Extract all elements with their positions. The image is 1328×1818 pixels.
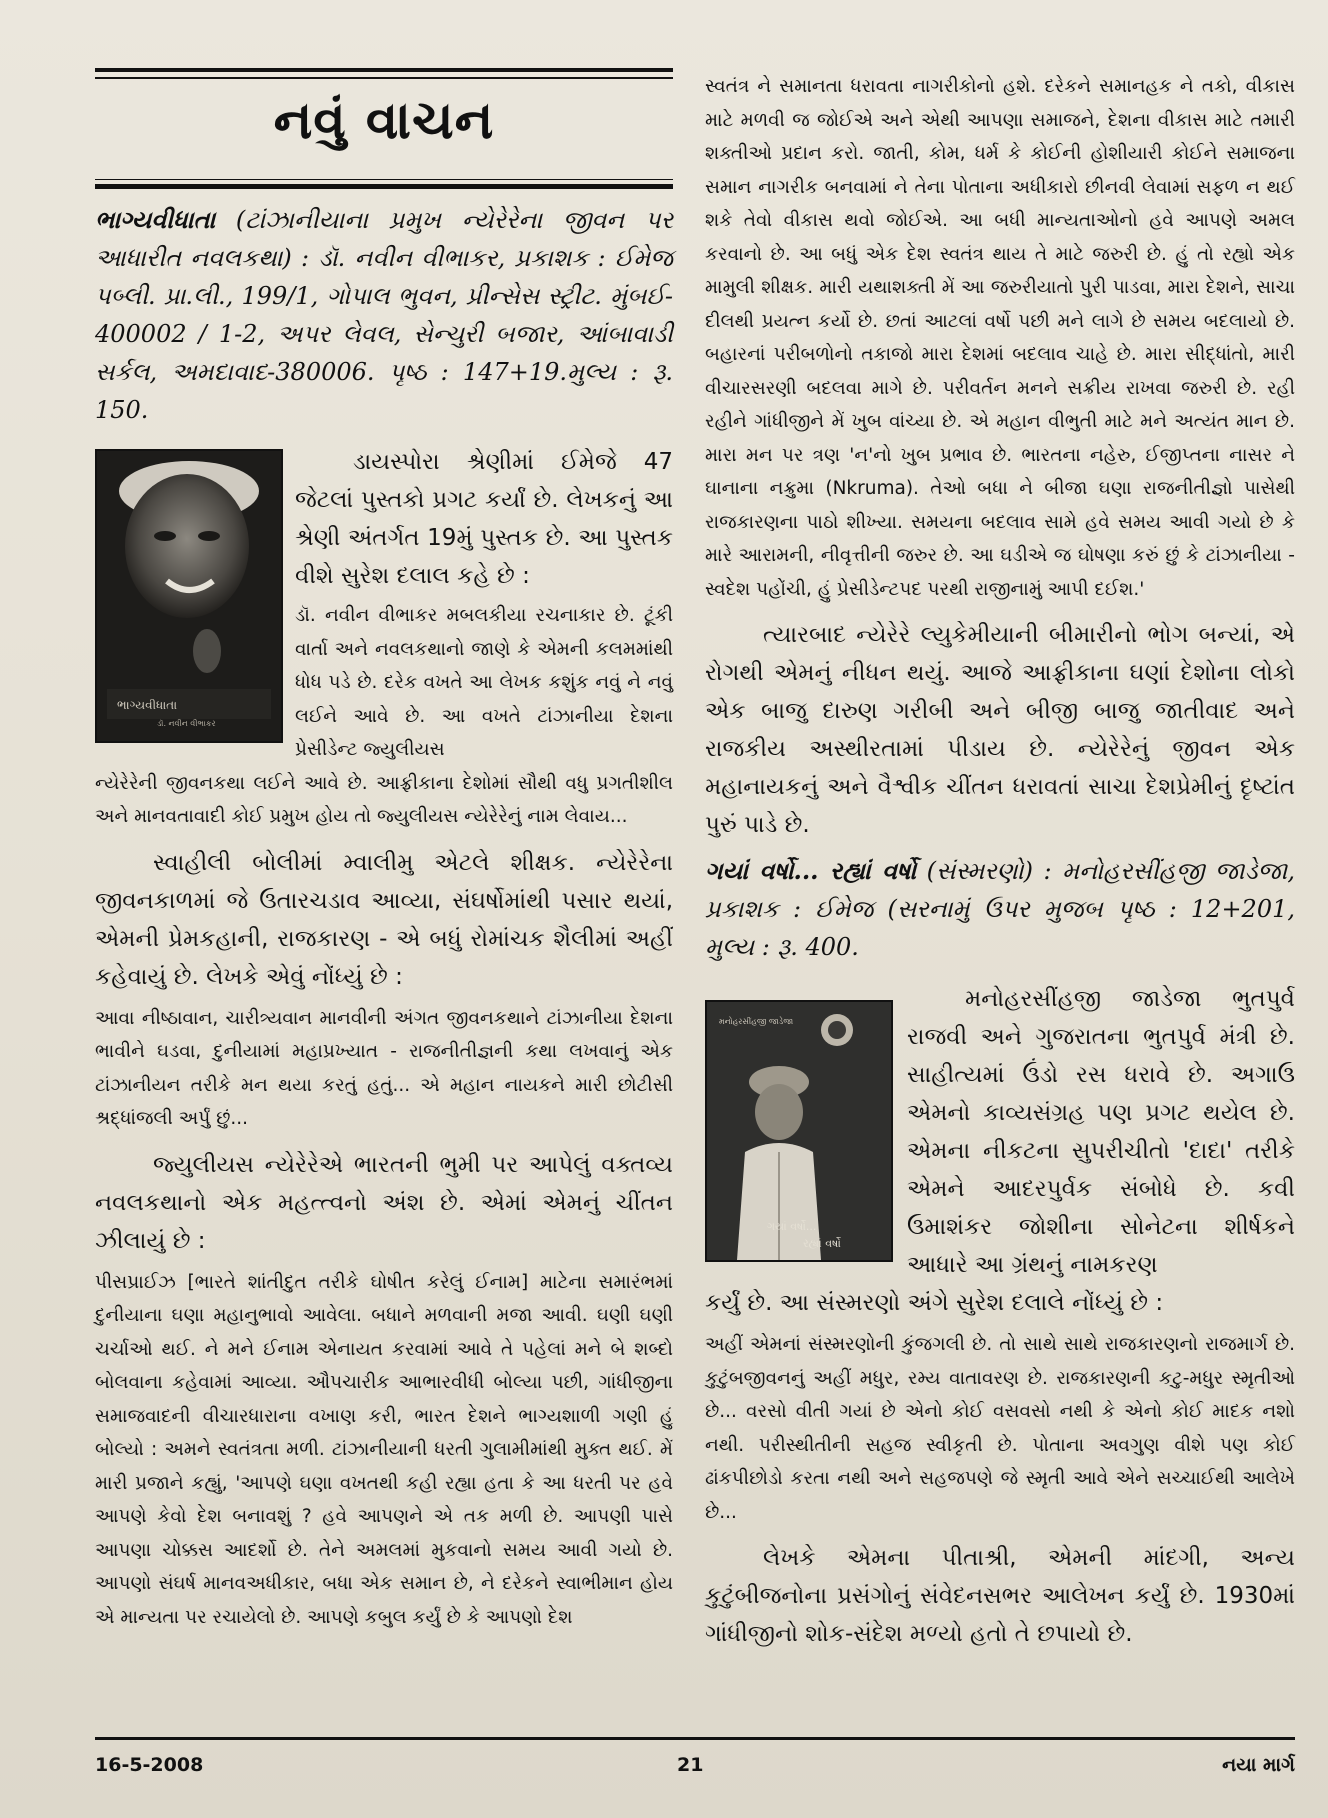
- manoharsinhji-portrait-image: [707, 1002, 891, 1260]
- review1-intro-paragraph: ડાયસ્પોરા શ્રેણીમાં ઈમેજે 47 જેટલાં પુસ્તકો પ્રગટ કર્યાં છે. લેખકનું આ શ્રેણી અંતર્ગત 19મું પુસ્તક છે. આ પુસ્તક વીશે સુરેશ દલાલ કહે છે :: [295, 449, 673, 589]
- review1-paragraph3: જ્યુલીયસ ન્યેરેરેએ ભારતની ભુમી પર આપેલું વક્તવ્ય નવલકથાનો એક મહત્ત્વનો અંશ છે. એમાં એમનું ચીંતન ઝીલાયું છે :: [95, 1151, 673, 1254]
- page-number: 21: [677, 1754, 704, 1776]
- review2-quote: અહીં એમનાં સંસ્મરણોની કુંજગલી છે. તો સાથે સાથે રાજકારણનો રાજમાર્ગ છે. કુટુંબજીવનનું અહીં મધુર, રમ્ય વાતાવરણ છે. રાજકારણની કટુ-મધુર સ્મૃતીઓ છે... વરસો વીતી ગયાં છે એનો કોઈ વસવસો નથી કે એનો કોઈ માદક નશો નથી. પરીસ્થીતીની સહજ સ્વીકૃતી છે. પોતાના અવગુણ વીશે પણ કોઈ ઢાંકપીછોડો કરતા નથી અને સહજપણે જે સ્મૃતી આવે એને સચ્ચાઈથી આલેખે છે...: [705, 1334, 1295, 1523]
- review1-book-details: (ટાંઝાનીયાના પ્રમુખ ન્યેરેરેના જીવન પર આધારીત નવલકથા) : ડૉ. નવીન વીભાકર, પ્રકાશક : ઈમેજ પબ્લી. પ્રા.લી., 199/1, ગોપાલ ભુવન, પ્રીન્સેસ સ્ટ્રીટ. મુંબઈ- 400002 / 1-2, અપર લેવલ, સેન્ચુરી બજાર, આંબાવાડી સર્કલ, અમદાવાદ-380006. પૃષ્ઠ : 147+19.મુલ્ય : રૂ. 150.: [95, 206, 673, 424]
- review2-cover-photo: [705, 1000, 893, 1262]
- review1-paragraph2: સ્વાહીલી બોલીમાં મ્વાલીમુ એટલે શીક્ષક. ન્યેરેરેના જીવનકાળમાં જે ઉતારચડાવ આવ્યા, સંઘર્ષોમાંથી પસાર થયાં, એમની પ્રેમકહાની, રાજકારણ - એ બધું રોમાંચક શૈલીમાં અહીં કહેવાયું છે. લેખકે એવું નોંધ્યું છે :: [95, 849, 673, 990]
- magazine-name: નયા માર્ગ: [1222, 1754, 1295, 1776]
- review1-quote2: આવા નીષ્ઠાવાન, ચારીત્ર્યવાન માનવીની અંગત જીવનકથાને ટાંઝાનીયા દેશના ભાવીને ઘડવા, દુનીયામાં મહાપ્રખ્યાત - રાજનીતીજ્ઞની કથા લખવાનું એક ટાંઝાનીયન તરીકે મન થયા કરતું હતું... એ મહાન નાયકને મારી છોટીસી શ્રદ્ધાંજલી અર્પું છું...: [95, 1007, 673, 1129]
- review2-book-details: (સંસ્મરણો) : મનોહરસીંહજી જાડેજા, પ્રકાશક : ઈમેજ (સરનામું ઉપર મુજબ પૃષ્ઠ : 12+201, મુલ્ય : રૂ. 400.: [705, 857, 1295, 961]
- review2-intro-paragraph: મનોહરસીંહજી જાડેજા ભુતપુર્વ રાજવી અને ગુજરાતના ભુતપુર્વ મંત્રી છે. સાહીત્યમાં ઉંડો રસ ધરાવે છે. અગાઉ એમનો કાવ્યસંગ્રહ પણ પ્રગટ થયેલ છે. એમના નીકટના સુપરીચીતો 'દાદા' તરીકે એમને આદરપુર્વક સંબોધે છે. કવી ઉમાશંકર જોશીના સોનેટના શીર્ષકને આધારે આ ગ્રંથનું નામકરણ: [907, 986, 1295, 1278]
- svg-text:રહ્યાં વર્ષો: રહ્યાં વર્ષો: [803, 1237, 841, 1250]
- svg-text:ડૉ. નવીન વીભાકર: ડૉ. નવીન વીભાકર: [157, 719, 216, 728]
- review1-book-title: ભાગ્યવીધાતા: [95, 205, 216, 234]
- review2-text-beside-photo: [907, 980, 1295, 1284]
- svg-text:મનોહરસીંહજી જાડેજા: મનોહરસીંહજી જાડેજા: [719, 1017, 794, 1026]
- right-column: [705, 70, 1295, 1653]
- review2-photo-block: [705, 980, 1295, 1284]
- heading-rule-thin: [95, 179, 673, 181]
- left-column: [95, 68, 673, 1634]
- review1-book-info: [95, 201, 673, 429]
- review1-quote1-part1: ડૉ. નવીન વીભાકર મબલકીયા રચનાકાર છે. ટૂંકી વાર્તા અને નવલકથાનો જાણે કે એમની કલમમાંથી ધોધ પડે છે. દરેક વખતે આ લેખક કશુંક નવું ને નવું લઈને આવે છે. આ વખતે ટાંઝાનીયા દેશના પ્રેસીડેન્ટ જ્યુલીયસ: [295, 605, 673, 760]
- heading-rule-thick: [95, 184, 673, 189]
- section-heading-block: [95, 79, 673, 179]
- review1-text-beside-photo: [295, 443, 673, 767]
- review1-quote3-part1: પીસપ્રાઈઝ [ભારતે શાંતીદુત તરીકે ઘોષીત કરેલું ઈનામ] માટેના સમારંભમાં દુનીયાના ઘણા મહાનુભાવો આવેલા. બધાને મળવાની મજા આવી. ઘણી ઘણી ચર્ચાઓ થઈ. ને મને ઈનામ એનાયત કરવામાં આવે તે પહેલાં મને બે શબ્દો બોલવાના કહેવામાં આવ્યા. ઔપચારીક આભારવીધી બોલ્યા પછી, ગાંધીજીના સમાજવાદની વીચારધારાના વખાણ કરી, ભારત દેશને ભાગ્યશાળી ગણી હું બોલ્યો : અમને સ્વતંત્રતા મળી. ટાંઝાનીયાની ધરતી ગુલામીમાંથી મુક્ત થઈ. મેં મારી પ્રજાને કહ્યું, 'આપણે ઘણા વખતથી કહી રહ્યા હતા કે આ ધરતી પર હવે આપણે કેવો દેશ બનાવશું ? હવે આપણને એ તક મળી છે. આપણી પાસે આપણા ચોક્કસ આદર્શો છે. તેને અમલમાં મુકવાનો સમય આવી ગયો છે. આપણો સંઘર્ષ માનવઅધીકાર, બધા એક સમાન છે, ને દરેકને સ્વાભીમાન હોય એ માન્યતા પર રચાયેલો છે. આપણે કબુલ કર્યું છે કે આપણો દેશ: [95, 1271, 673, 1628]
- heading-bottom-rules: [95, 179, 673, 190]
- review2-book-title: ગયાં વર્ષો... રહ્યાં વર્ષો: [705, 856, 917, 885]
- page-footer: [95, 1737, 1295, 1790]
- review1-paragraph4: ત્યારબાદ ન્યેરેરે લ્યુકેમીયાની બીમારીનો ભોગ બન્યાં, એ રોગથી એમનું નીધન થયું. આજે આફ્રીકાના ઘણાં દેશોના લોકો એક બાજુ દારુણ ગરીબી અને બીજી બાજુ જાતીવાદ અને રાજકીય અસ્થીરતામાં પીડાય છે. ન્યેરેરેનું જીવન એક મહાનાયકનું અને વૈશ્વીક ચીંતન ધરાવતાં સાચા દેશપ્રેમીનું દૃષ્ટાંત પુરું પાડે છે.: [705, 622, 1295, 838]
- footer-row: [95, 1750, 1295, 1790]
- review1-quote3-part2: સ્વતંત્ર ને સમાનતા ધરાવતા નાગરીકોનો હશે. દરેકને સમાનહક ને તકો, વીકાસ માટે મળવી જ જોઈએ અને એથી આપણા સમાજને, દેશના વીકાસ માટે તમારી શક્તીઓ પ્રદાન કરો. જાતી, કોમ, ધર્મ કે કોઈની હોશીયારી કોઈને સમાજના સમાન નાગરીક બનવામાં ને તેના પોતાના અધીકારો છીનવી લેવામાં સફળ ન થઈ શકે તેવો વીકાસ થવો જોઈએ. આ બધી માન્યતાઓનો હવે આપણે અમલ કરવાનો છે. આ બધું એક દેશ સ્વતંત્ર થાય તે માટે જરુરી છે. હું તો રહ્યો એક મામુલી શીક્ષક. મારી યથાશક્તી મેં આ જરુરીયાતો પુરી પાડવા, મારા દેશને, સાચા દીલથી પ્રયત્ન કર્યો છે. છતાં આટલાં વર્ષો પછી મને લાગે છે સમય બદલાયો છે. બહારનાં પરીબળોનો તકાજો મારા દેશમાં બદલાવ ચાહે છે. મારા સીદ્ધાંતો, મારી વીચારસરણી બદલવા માગે છે. પરીવર્તન મનને સક્રીય રાખવા જરુરી છે. રહી રહીને ગાંધીજીને મેં ખુબ વાંચ્યા છે. એ મહાન વીભુતી માટે મને અત્યંત માન છે. મારા મન પર ત્રણ 'ન'નો ખુબ પ્રભાવ છે. ભારતના નહેરુ, ઈજીપ્તના નાસર ને ઘાનાના નક્રુમા (Nkruma). તેઓ બધા ને બીજા ઘણા રાજનીતીજ્ઞો પાસેથી રાજકારણના પાઠો શીખ્યા. સમયના બદલાવ સામે હવે સમય આવી ગયો છે કે મારે આરામની, નીવૃત્તીની જરુર છે. આ ઘડીએ જ ઘોષણા કરું છું કે ટાંઝાનીયા - સ્વદેશ પહોંચી, હું પ્રેસીડેન્ટપદ પરથી રાજીનામું આપી દઈશ.': [705, 76, 1295, 600]
- review1-quote1-part2: ન્યેરેરેની જીવનકથા લઈને આવે છે. આફ્રીકાના દેશોમાં સૌથી વધુ પ્રગતીશીલ અને માનવતાવાદી કોઈ પ્રમુખ હોય તો જ્યુલીયસ ન્યેરેરેનું નામ લેવાય...: [95, 772, 673, 827]
- review1-photo-block: [95, 443, 673, 767]
- review1-cover-photo: [95, 449, 283, 743]
- review2-intro-continued: કર્યું છે. આ સંસ્મરણો અંગે સુરેશ દલાલે નોંધ્યું છે :: [705, 1290, 1164, 1316]
- svg-text:ગયાં વર્ષો...: ગયાં વર્ષો...: [767, 1220, 817, 1233]
- top-rule: [95, 68, 673, 72]
- nyerere-portrait-image: [97, 451, 281, 741]
- section-heading: નવું વાચન: [273, 90, 495, 151]
- svg-text:ભાગ્યવીધાતા: ભાગ્યવીધાતા: [117, 698, 178, 712]
- issue-date: 16-5-2008: [95, 1754, 204, 1776]
- review2-final-paragraph: લેખકે એમના પીતાશ્રી, એમની માંદગી, અન્ય કુટુંબીજનોના પ્રસંગોનું સંવેદનસભર આલેખન કર્યું છે. 1930માં ગાંધીજીનો શોક-સંદેશ મળ્યો હતો તે છપાયો છે.: [705, 1545, 1295, 1647]
- footer-rule: [95, 1737, 1295, 1740]
- review2-book-info: [705, 852, 1295, 966]
